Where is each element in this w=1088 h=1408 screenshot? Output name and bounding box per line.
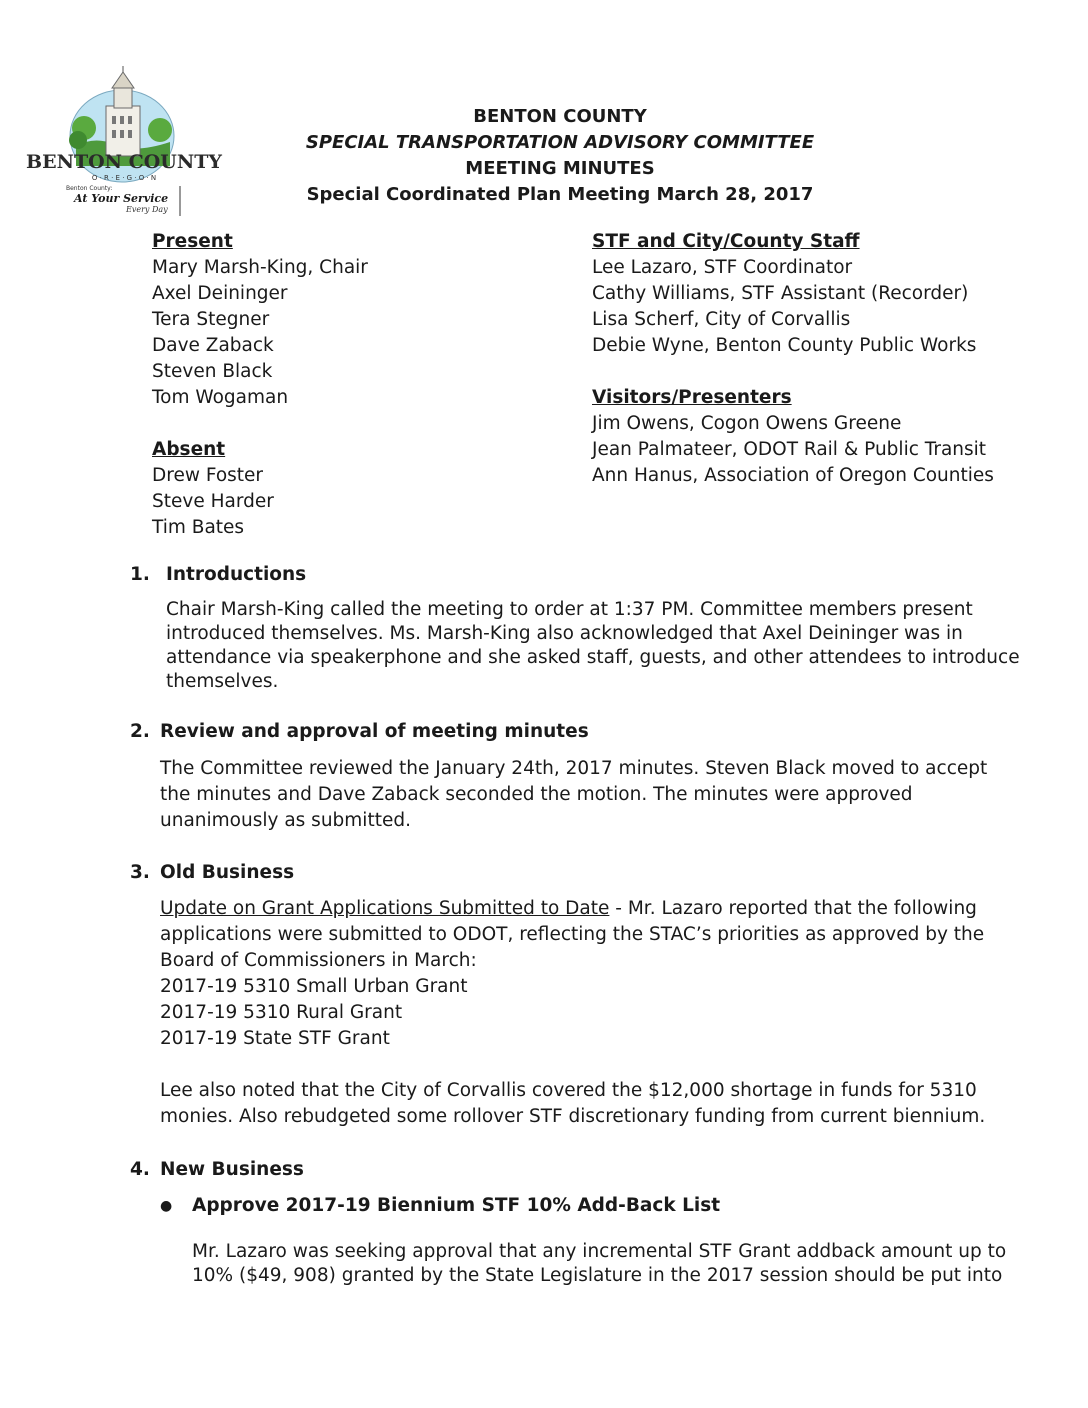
bullet-heading: Approve 2017-19 Biennium STF 10% Add-Back List	[192, 1195, 721, 1216]
present-heading: Present	[152, 231, 233, 252]
body-line: Mr. Lazaro was seeking approval that any incremental STF Grant addback amount up to	[192, 1241, 1007, 1262]
body-line: the minutes and Dave Zaback seconded the motion. The minutes were approved	[160, 784, 913, 805]
visitor: Jim Owens, Cogon Owens Greene	[592, 413, 902, 434]
present-member: Axel Deininger	[152, 283, 288, 304]
header-meeting: Special Coordinated Plan Meeting March 28, 2017	[306, 184, 814, 205]
section-new-business-body	[192, 1240, 1007, 1288]
header-minutes: MEETING MINUTES	[465, 158, 655, 179]
body-line: 10% ($49, 908) granted by the State Legislature in the 2017 session should be put into	[192, 1265, 1003, 1286]
grant-item: 2017-19 5310 Rural Grant	[160, 1002, 403, 1023]
absent-heading: Absent	[152, 439, 226, 460]
section-number: 3.	[130, 862, 150, 883]
present-member: Tom Wogaman	[152, 387, 289, 408]
bullet-icon: ●	[160, 1198, 173, 1214]
body-line: introduced themselves. Ms. Marsh-King also acknowledged that Axel Deininger was in	[166, 623, 963, 644]
grant-item: 2017-19 5310 Small Urban Grant	[160, 976, 468, 997]
section-number: 4.	[130, 1159, 150, 1180]
attendance-right-column	[592, 229, 994, 489]
section-introductions-body	[166, 598, 1020, 694]
body-line: Chair Marsh-King called the meeting to order at 1:37 PM. Committee members present	[166, 599, 973, 620]
logo-title: BENTON COUNTY	[26, 151, 222, 173]
update-text: - Mr. Lazaro reported that the following	[609, 898, 977, 919]
visitor: Ann Hanus, Association of Oregon Counties	[592, 465, 994, 486]
present-member: Dave Zaback	[152, 335, 274, 356]
update-label: Update on Grant Applications Submitted to Date	[160, 898, 610, 919]
section-title-new-business: New Business	[160, 1159, 304, 1180]
section-title-old-business: Old Business	[160, 862, 295, 883]
body-line: applications were submitted to ODOT, reflecting the STAC’s priorities as approved by the	[160, 924, 985, 945]
staff-member: Debie Wyne, Benton County Public Works	[592, 335, 977, 356]
body-line: unanimously as submitted.	[160, 810, 411, 831]
body-line: Board of Commissioners in March:	[160, 950, 477, 971]
absent-member: Drew Foster	[152, 465, 264, 486]
absent-member: Tim Bates	[152, 517, 245, 538]
header-committee: SPECIAL TRANSPORTATION ADVISORY COMMITTEE	[305, 132, 815, 153]
visitor: Jean Palmateer, ODOT Rail & Public Transit	[592, 439, 987, 460]
attendance-left-column	[152, 229, 368, 541]
grant-item: 2017-19 State STF Grant	[160, 1028, 390, 1049]
present-member: Mary Marsh-King, Chair	[152, 257, 368, 278]
body-line: themselves.	[166, 671, 279, 692]
section-minutes-review-body	[160, 756, 988, 834]
staff-member: Cathy Williams, STF Assistant (Recorder)	[592, 283, 969, 304]
section-title-introductions: Introductions	[166, 564, 307, 585]
document-header	[200, 104, 920, 208]
section-number: 1.	[130, 564, 150, 585]
present-member: Tera Stegner	[152, 309, 270, 330]
body-line: attendance via speakerphone and she asked staff, guests, and other attendees to introduce	[166, 647, 1020, 668]
benton-county-logo	[26, 66, 222, 216]
body-line: The Committee reviewed the January 24th, 2017 minutes. Steven Black moved to accept	[160, 758, 988, 779]
section-title-minutes-review: Review and approval of meeting minutes	[160, 721, 589, 742]
absent-member: Steve Harder	[152, 491, 274, 512]
section-number: 2.	[130, 721, 150, 742]
logo-state: O · R · E · G · O · N	[91, 174, 157, 182]
body-line: Lee also noted that the City of Corvallis covered the $12,000 shortage in funds for 5310	[160, 1080, 977, 1101]
update-line	[160, 896, 977, 922]
section-old-business-body	[160, 896, 986, 1130]
logo-every-day: Every Day	[126, 205, 168, 214]
body-line: monies. Also rebudgeted some rollover STF discretionary funding from current biennium.	[160, 1106, 986, 1127]
staff-member: Lisa Scherf, City of Corvallis	[592, 309, 851, 330]
visitors-heading: Visitors/Presenters	[592, 387, 792, 408]
present-member: Steven Black	[152, 361, 273, 382]
logo-service-text: At Your Service	[74, 192, 169, 205]
staff-heading: STF and City/County Staff	[592, 231, 860, 252]
staff-member: Lee Lazaro, STF Coordinator	[592, 257, 853, 278]
logo-small-text: Benton County:	[66, 185, 113, 192]
header-county: BENTON COUNTY	[473, 106, 647, 127]
